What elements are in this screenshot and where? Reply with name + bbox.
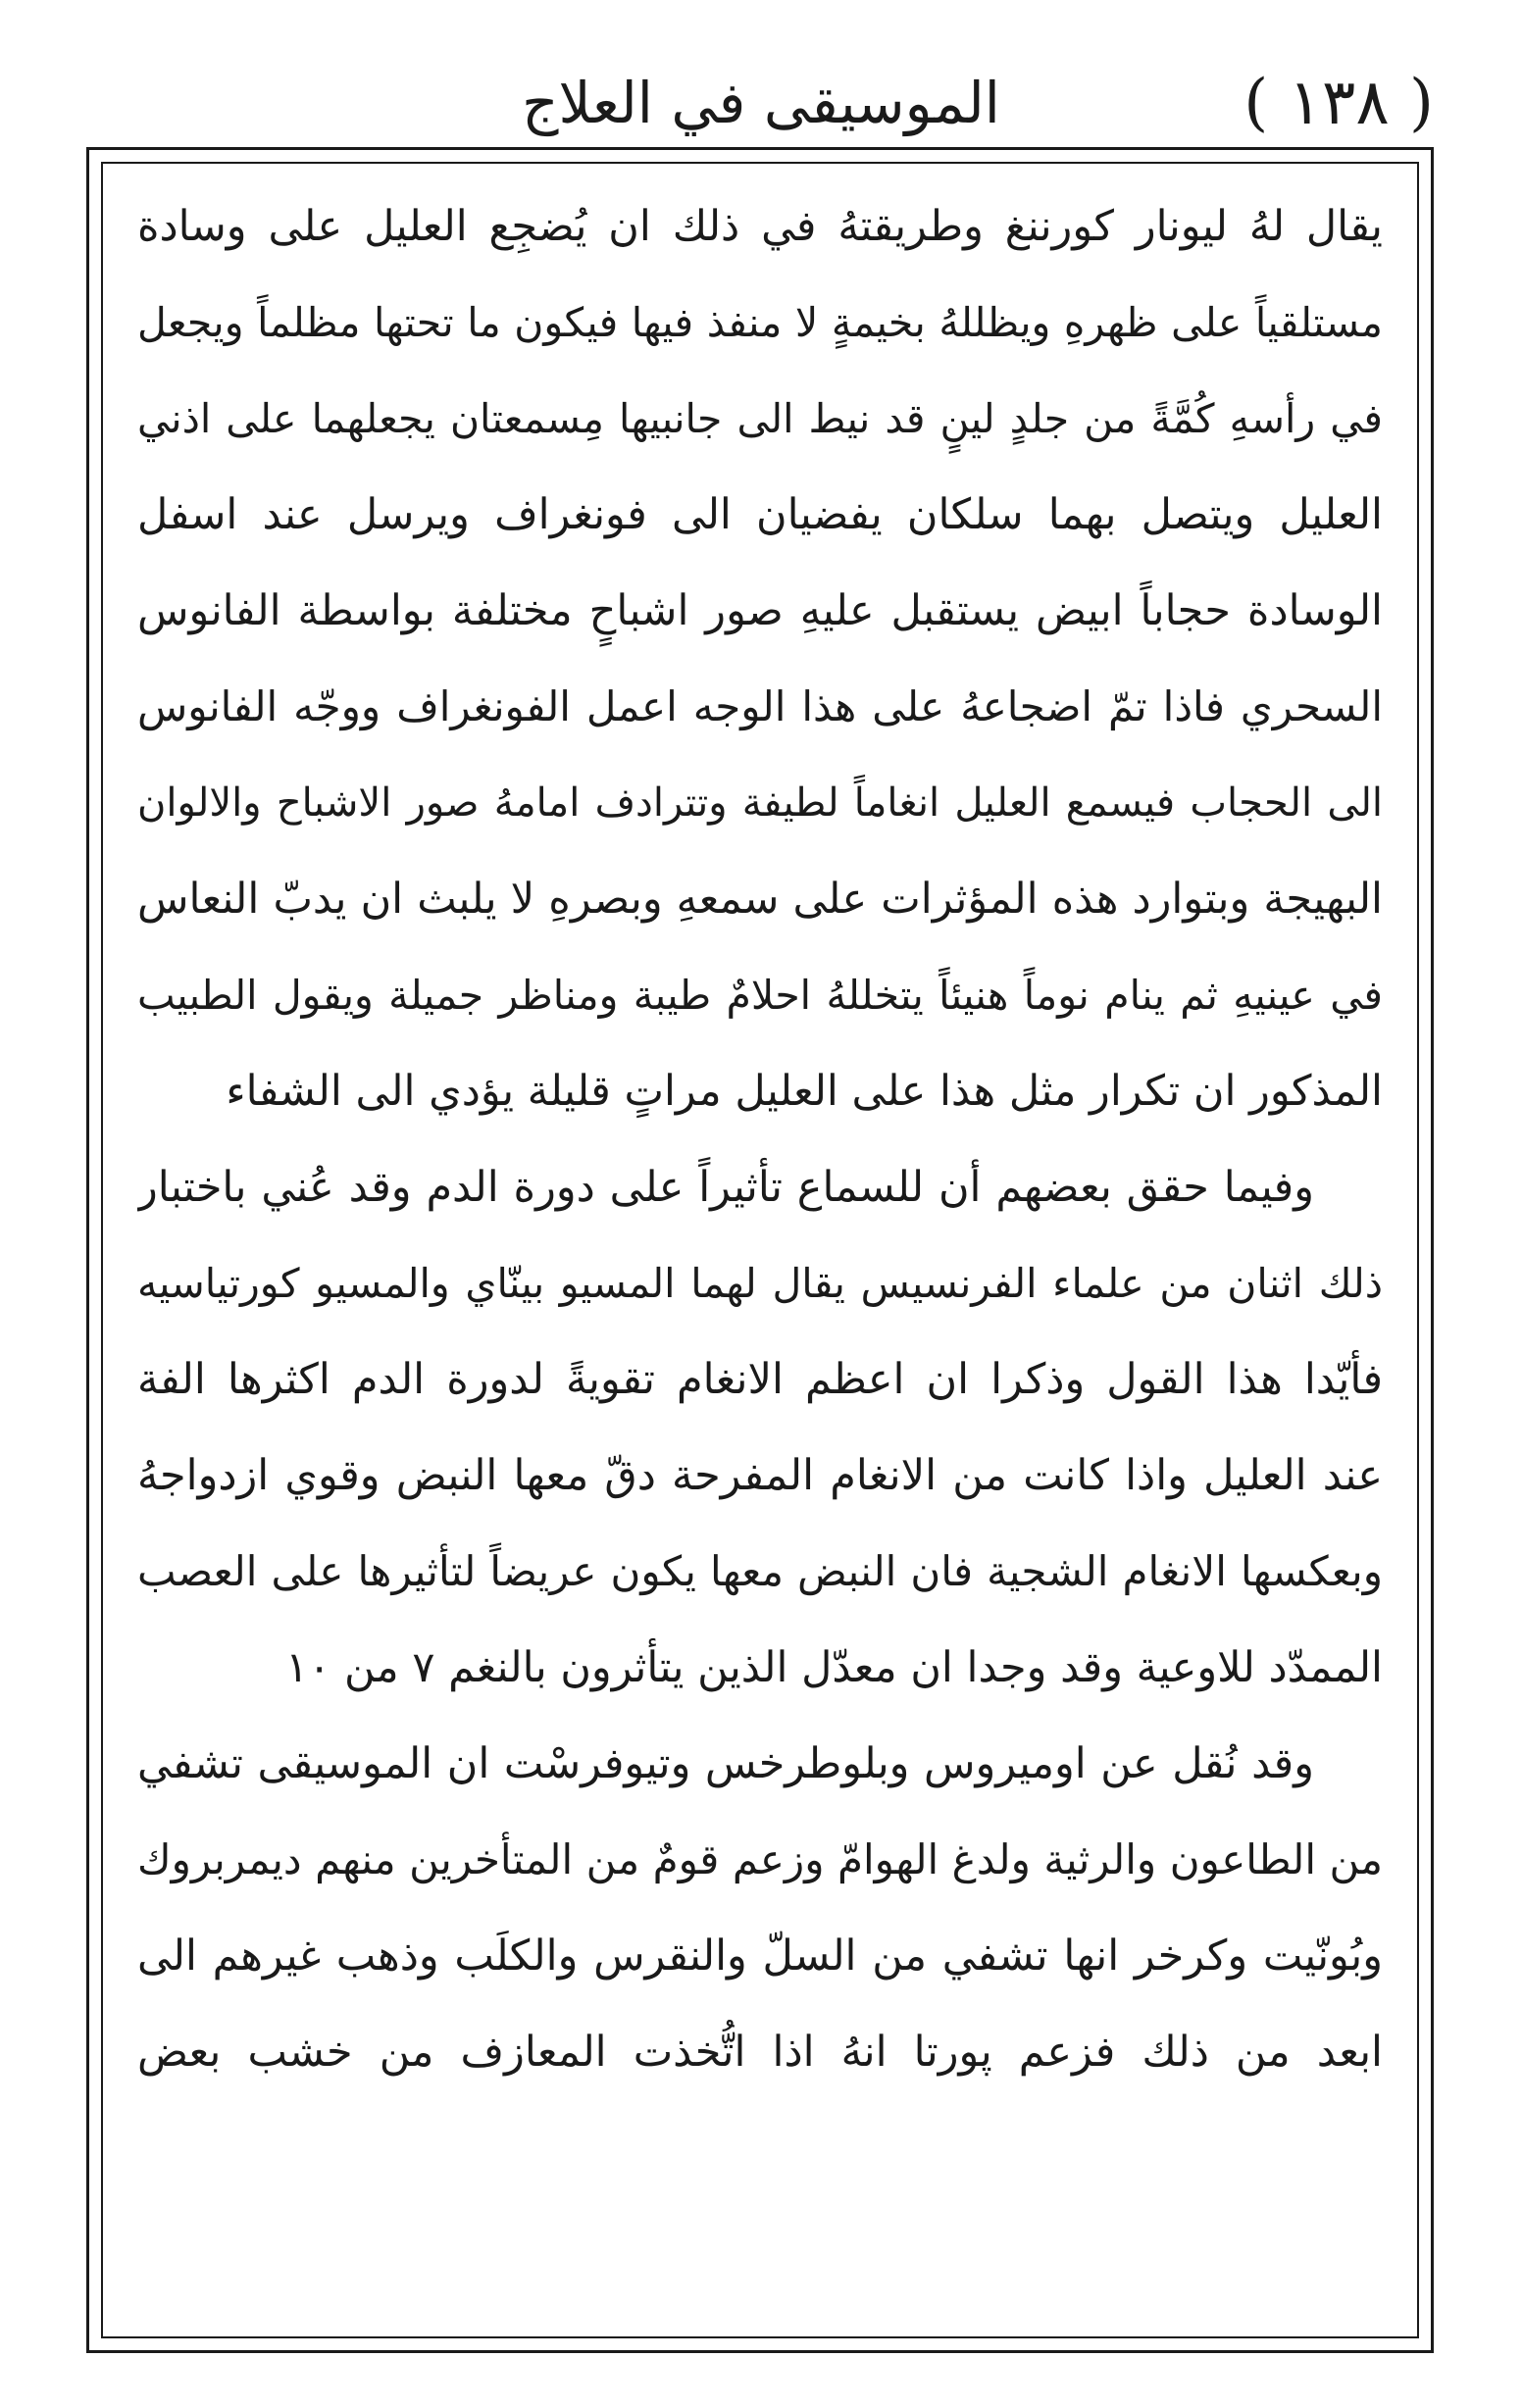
text-line: السحري فاذا تمّ اضجاعهُ على هذا الوجه اعمل الفونغراف ووجّه الفانوس	[137, 682, 1383, 730]
text-line: ابعد من ذلك فزعم پورتا انهُ اذا اتُّخذت المعازف من خشب بعض	[137, 2028, 1383, 2077]
text-line: وقد نُقل عن اوميروس وبلوطرخس وتيوفرسْت ان الموسيقى تشفي	[137, 1739, 1314, 1788]
text-line: يقال لهُ ليونار كورننغ وطريقتهُ في ذلك ان يُضجِع العليل على وسادة	[137, 202, 1383, 251]
text-line: من الطاعون والرثية ولدغ الهوامّ وزعم قومٌ من المتأخرين منهم ديمربروك	[137, 1835, 1383, 1883]
text-line: الممدّد للاوعية وقد وجدا ان معدّل الذين يتأثرون بالنغم ٧ من ١٠	[285, 1643, 1383, 1692]
text-line: العليل ويتصل بهما سلكان يفضيان الى فونغراف ويرسل عند اسفل	[137, 490, 1383, 539]
text-line: البهيجة وبتوارد هذه المؤثرات على سمعهِ وبصرهِ لا يلبث ان يدبّ النعاس	[137, 875, 1383, 924]
text-line: الوسادة حجاباً ابيض يستقبل عليهِ صور اشباحٍ مختلفة بواسطة الفانوس	[137, 586, 1383, 635]
text-line: مستلقياً على ظهرهِ ويظللهُ بخيمةٍ لا منفذ فيها فيكون ما تحتها مظلماً ويجعل	[137, 299, 1383, 346]
text-line: المذكور ان تكرار مثل هذا على العليل مراتٍ قليلة يؤدي الى الشفاء	[226, 1067, 1383, 1116]
text-line: في رأسهِ كُمَّةً من جلدٍ لينٍ قد نيط الى جانبيها مِسمعتان يجعلهما على اذني	[137, 395, 1383, 442]
text-line: وفيما حقق بعضهم أن للسماع تأثيراً على دورة الدم وقد عُني باختبار	[137, 1163, 1314, 1212]
text-line: وبُونّيت وكرخر انها تشفي من السلّ والنقرس والكلَب وذهب غيرهم الى	[137, 1931, 1383, 1981]
running-head	[88, 49, 1434, 157]
text-line: الى الحجاب فيسمع العليل انغاماً لطيفة وتترادف امامهُ صور الاشباح والالوان	[137, 780, 1383, 826]
text-line: وبعكسها الانغام الشجية فان النبض معها يكون عريضاً لتأثيرها على العصب	[137, 1547, 1383, 1595]
text-line: في عينيهِ ثم ينام نوماً هنيئاً يتخللهُ احلامٌ طيبة ومناظر جميلة ويقول الطبيب	[137, 972, 1383, 1019]
page-number: ( ١٣٨ )	[1243, 67, 1434, 139]
text-line: ذلك اثنان من علماء الفرنسيس يقال لهما المسيو بينّاي والمسيو كورتياسيه	[137, 1260, 1383, 1307]
running-title: الموسيقى في العلاج	[522, 70, 1000, 136]
text-line: فأيّدا هذا القول وذكرا ان اعظم الانغام تقويةً لدورة الدم اكثرها الفة	[137, 1355, 1383, 1404]
body-text	[137, 178, 1383, 2316]
text-line: عند العليل واذا كانت من الانغام المفرحة دقّ معها النبض وقوي ازدواجهُ	[137, 1451, 1383, 1500]
